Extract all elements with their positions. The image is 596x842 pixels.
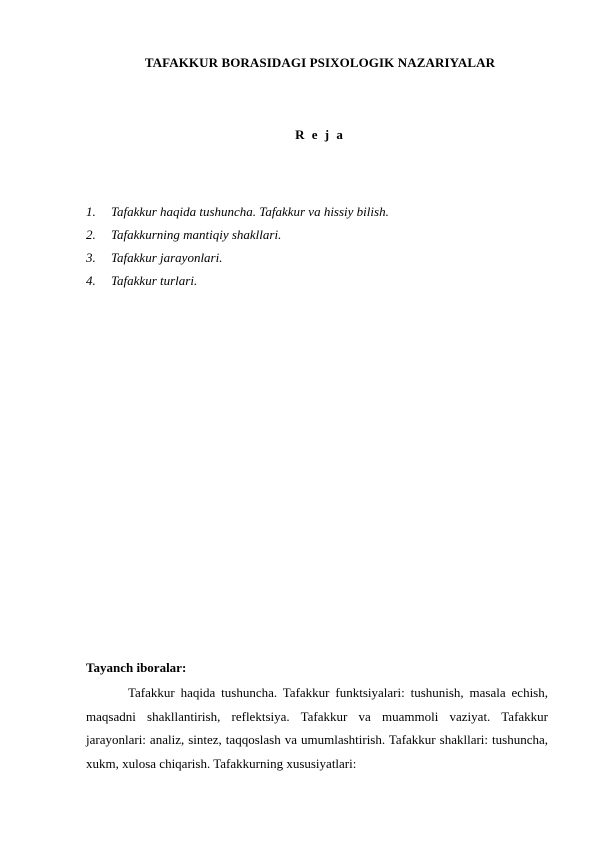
plan-list	[86, 202, 389, 294]
plan-item-number: 2.	[86, 227, 96, 242]
plan-item	[86, 225, 389, 248]
plan-item-text: Tafakkurning mantiqiy shakllari.	[111, 227, 282, 242]
plan-item-text: Tafakkur jarayonlari.	[111, 250, 223, 265]
plan-heading: R e j a	[295, 127, 345, 142]
keywords-paragraph: Tafakkur haqida tushuncha. Tafakkur funktsiyalari: tushunish, masala echish, maqsadni shakllantirish, reflektsiya. Tafakkur va muammoli vaziyat. Tafakkur jarayonlari: analiz, sintez, taqqoslash va umumlashtirish. Tafakkur shakllari: tushuncha, xukm, xulosa chiqarish. Tafakkurning xususiyatlari:	[86, 685, 548, 771]
plan-item-number: 4.	[86, 273, 96, 288]
document-title: TAFAKKUR BORASIDAGI PSIXOLOGIK NAZARIYALAR	[144, 55, 496, 70]
keywords-heading: Tayanch iboralar:	[86, 660, 187, 675]
plan-item-number: 1.	[86, 204, 96, 219]
plan-item-text: Tafakkur turlari.	[111, 273, 198, 288]
plan-item	[86, 202, 389, 225]
plan-item	[86, 248, 389, 271]
plan-item	[86, 271, 389, 294]
plan-item-text: Tafakkur haqida tushuncha. Tafakkur va hissiy bilish.	[111, 204, 389, 219]
plan-item-number: 3.	[86, 250, 96, 265]
